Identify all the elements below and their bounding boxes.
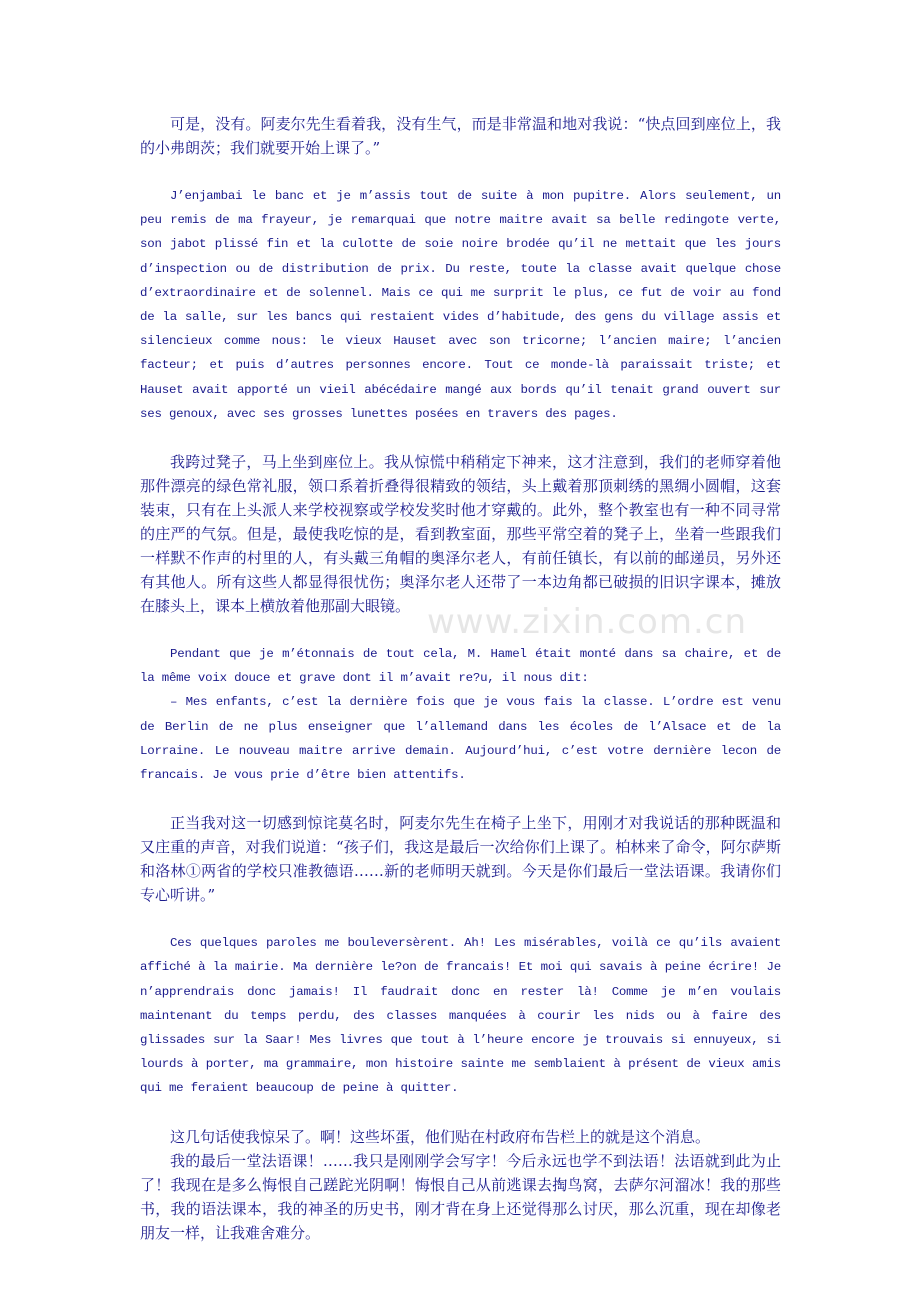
paragraph-gap	[140, 787, 781, 811]
paragraph-gap	[140, 618, 781, 642]
paragraph-zh-5: 正当我对这一切感到惊诧莫名时，阿麦尔先生在椅子上坐下，用刚才对我说话的那种既温和又庄重的声音，对我们说道：“孩子们，我这是最后一次给你们上课了。柏林来了命令，阿尔萨斯和洛林①两省的学校只准教德语……新的老师明天就到。今天是你们最后一堂法语课。我请你们专心听讲。”	[140, 814, 781, 905]
paragraph-fr-4b: – Mes enfants, c’est la dernière fois que je vous fais la classe. L’ordre est venu de Berlin de ne plus enseigner que l’allemand dans les écoles de l’Alsace et de la Lorraine. Le nouveau maitre arrive demain. Aujourd’hui, c’est votre dernière lecon de francais. Je vous prie d’être bien attentifs.	[140, 695, 781, 783]
paragraph-gap	[140, 1101, 781, 1125]
paragraph-gap	[140, 907, 781, 931]
watermark-text: www.zixin.com.cn	[427, 602, 747, 642]
paragraph-zh-3: 我跨过凳子，马上坐到座位上。我从惊慌中稍稍定下神来，这才注意到，我们的老师穿着他那件漂亮的绿色常礼服，领口系着折叠得很精致的领结，头上戴着那顶刺绣的黑绸小圆帽，这套装束，只有在上头派人来学校视察或学校发奖时他才穿戴的。此外，整个教室也有一种不同寻常的庄严的气氛。但是，最使我吃惊的是，看到教室面，那些平常空着的凳子上，坐着一些跟我们一样默不作声的村里的人，有头戴三角帽的奥泽尔老人，有前任镇长，有以前的邮递员，另外还有其他人。所有这些人都显得很忧伤；奥泽尔老人还带了一本边角都已破损的旧识字课本，摊放在膝头上，课本上横放着他那副大眼镜。	[140, 453, 781, 616]
paragraph-gap	[140, 160, 781, 184]
paragraph-fr-6: Ces quelques paroles me bouleversèrent. Ah! Les misérables, voilà ce qu’ils avaient affiché à la mairie. Ma dernière le?on de francais! Et moi qui savais à peine écrire! Je n’apprendrais donc jamais! Il faudrait donc en rester là! Comme je m’en voulais maintenant du temps perdu, des classes manquées à courir les nids ou à faire des glissades sur la Saar! Mes livres que tout à l’heure encore je trouvais si ennuyeux, si lourds à porter, ma grammaire, mon histoire sainte me semblaient à présent de vieux amis qui me feraient beaucoup de peine à quitter.	[140, 936, 781, 1096]
paragraph-zh-7: 这几句话使我惊呆了。啊！这些坏蛋，他们贴在村政府布告栏上的就是这个消息。	[170, 1127, 711, 1146]
paragraph-zh-1: 可是，没有。阿麦尔先生看着我，没有生气，而是非常温和地对我说：“快点回到座位上，我的小弗朗茨；我们就要开始上课了。”	[140, 115, 781, 157]
paragraph-fr-2: J’enjambai le banc et je m’assis tout de suite à mon pupitre. Alors seulement, un peu remis de ma frayeur, je remarquai que notre maitre avait sa belle redingote verte, son jabot plissé fin et la culotte de soie noire brodée qu’il ne mettait que les jours d’inspection ou de distribution de prix. Du reste, toute la classe avait quelque chose d’extraordinaire et de solennel. Mais ce qui me surprit le plus, ce fut de voir au fond de la salle, sur les bancs qui restaient vides d’habitude, des gens du village assis et silencieux comme nous: le vieux Hauset avec son tricorne; l’ancien maire; l’ancien facteur; et puis d’autres personnes encore. Tout ce monde-là paraissait triste; et Hauset avait apporté un vieil abécédaire mangé aux bords qu’il tenait grand ouvert sur ses genoux, avec ses grosses lunettes posées en travers des pages.	[140, 189, 781, 421]
document-body	[140, 112, 781, 1245]
paragraph-fr-4a: Pendant que je m’étonnais de tout cela, M. Hamel était monté dans sa chaire, et de la même voix douce et grave dont il m’avait re?u, il nous dit:	[140, 647, 781, 686]
paragraph-zh-8: 我的最后一堂法语课！……我只是刚刚学会写字！今后永远也学不到法语！法语就到此为止了！我现在是多么悔恨自己蹉跎光阴啊！悔恨自己从前逃课去掏鸟窝，去萨尔河溜冰！我的那些书，我的语法课本，我的神圣的历史书，刚才背在身上还觉得那么讨厌，那么沉重，现在却像老朋友一样，让我难舍难分。	[140, 1151, 781, 1242]
paragraph-gap	[140, 426, 781, 450]
